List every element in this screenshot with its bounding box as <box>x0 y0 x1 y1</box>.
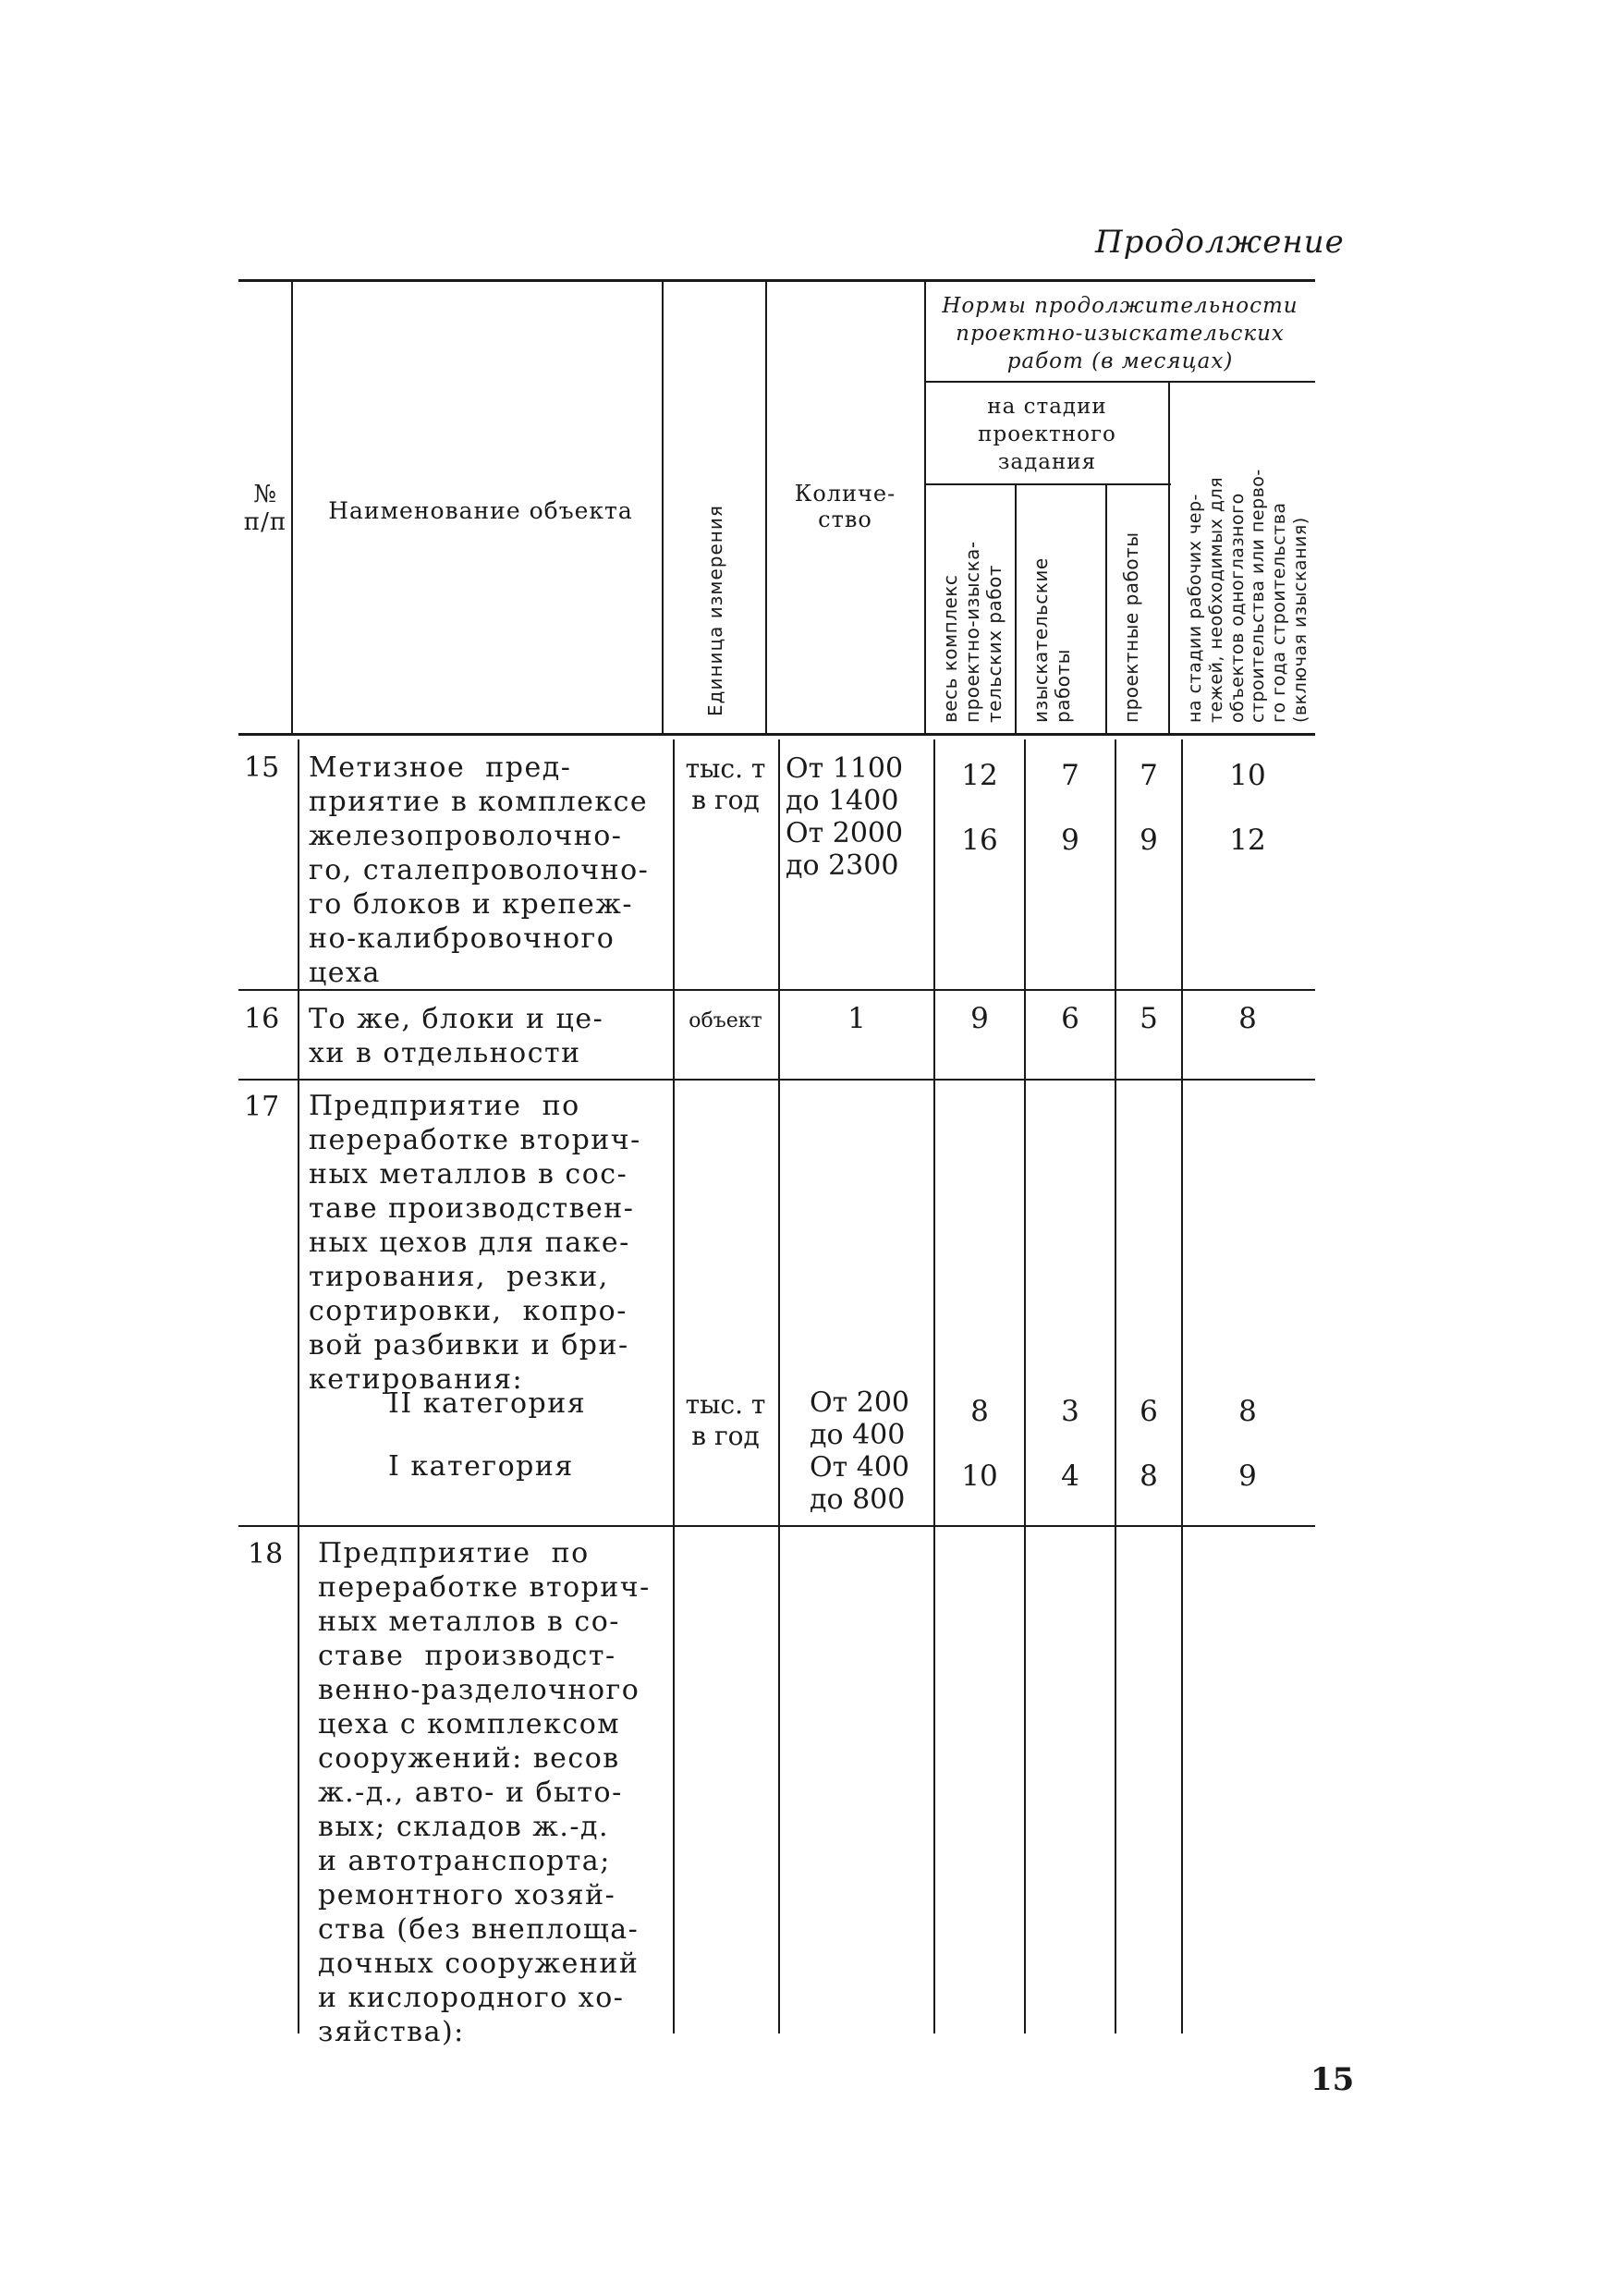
header-object-name: Наименование объекта <box>328 497 633 524</box>
row-16-quantity: 1 <box>847 1002 866 1035</box>
row-17-working: 8 9 <box>1238 1395 1257 1493</box>
row-15-quantity: От 1100 до 1400 От 2000 до 2300 <box>786 752 904 882</box>
row-18-name: Предприятие по переработке вторич- ных металлов в со- ставе производст- венно-разделочного цеха с комплексом сооружений: весов ж.-д., авто- и быто- вых; складов ж.-д. и автотранспорта; ремонтного хозяй- ства (без внеплоща- дочных сооружений и кислородного хо- зяйства): <box>318 1537 651 2048</box>
row-15-name: Метизное пред- приятие в комплексе железопроволочно- го, сталепроволочно- го блоков и крепеж- но-калибровочного цеха <box>309 751 650 989</box>
row-17-survey: 3 4 <box>1061 1395 1079 1493</box>
col-rule-1 <box>291 282 293 735</box>
header-row-no: № п/п <box>243 481 287 536</box>
col-rule-6 <box>1105 485 1107 735</box>
col-rule-3 <box>765 282 767 735</box>
row-17-unit: тыс. т в год <box>685 1389 766 1451</box>
table-top-rule <box>238 279 1315 282</box>
row-15-full: 12 16 <box>961 759 998 857</box>
row-16-unit: объект <box>689 1009 762 1032</box>
continuation-label: Продолжение <box>1095 224 1345 261</box>
body-rule-1 <box>298 739 299 2033</box>
row-15-working: 10 12 <box>1229 759 1266 857</box>
row-17-full: 8 10 <box>961 1395 998 1493</box>
row-16-design: 5 <box>1140 1002 1158 1035</box>
col-rule-2 <box>662 282 664 735</box>
col-rule-7 <box>1168 383 1170 735</box>
body-rule-2 <box>673 739 675 2033</box>
header-design: проектные работы <box>1120 531 1142 723</box>
row-17-design: 6 8 <box>1140 1395 1158 1493</box>
row-16-name: То же, блоки и це- хи в отдельности <box>309 1003 604 1069</box>
stage-sub-rule <box>924 483 1171 485</box>
col-rule-5 <box>1015 485 1017 735</box>
norms-sub-rule <box>924 381 1315 383</box>
row-17-sub-category-2: II категория <box>388 1387 587 1420</box>
header-norms: Нормы продолжительности проектно-изыскательских работ (в месяцах) <box>942 294 1298 373</box>
header-design-task-stage: на стадии проектного задания <box>978 395 1116 474</box>
row-16-working: 8 <box>1238 1002 1257 1035</box>
row-15-survey: 7 9 <box>1061 759 1079 857</box>
header-working-drawings: на стадии рабочих чер- тежей, необходимых для объектов одноглазного строительства или перво- го года строительства (включая изыскания) <box>1185 469 1310 723</box>
row-15-unit: тыс. т в год <box>685 753 766 815</box>
body-rule-3 <box>778 739 780 2033</box>
header-full-complex: весь комплекс проектно-изыска- тельских работ <box>939 541 1006 723</box>
header-survey: изыскательские работы <box>1030 557 1074 723</box>
row-15-design: 7 9 <box>1140 759 1158 857</box>
page-number: 15 <box>1310 2061 1355 2098</box>
row-17-quantity: От 200 до 400 От 400 до 800 <box>810 1386 909 1516</box>
header-unit: Единица измерения <box>704 505 726 716</box>
row-separator-16 <box>238 1079 1315 1081</box>
row-17-number: 17 <box>244 1091 280 1123</box>
row-18-number: 18 <box>248 1538 284 1570</box>
row-16-survey: 6 <box>1061 1002 1079 1035</box>
row-16-full: 9 <box>970 1002 989 1035</box>
row-17-sub-category-1: I категория <box>388 1450 574 1483</box>
row-15-number: 15 <box>244 751 280 784</box>
header-bottom-rule <box>238 733 1315 736</box>
row-separator-17 <box>238 1525 1315 1527</box>
row-17-name: Предприятие по переработке вторич- ных металлов в сос- таве производствен- ных цехов для паке- тирования, резки, сортировки, копро- вой разбивки и бри- кетирования: <box>309 1090 641 1396</box>
row-16-number: 16 <box>244 1003 280 1035</box>
header-quantity: Количе- ство <box>794 481 896 532</box>
